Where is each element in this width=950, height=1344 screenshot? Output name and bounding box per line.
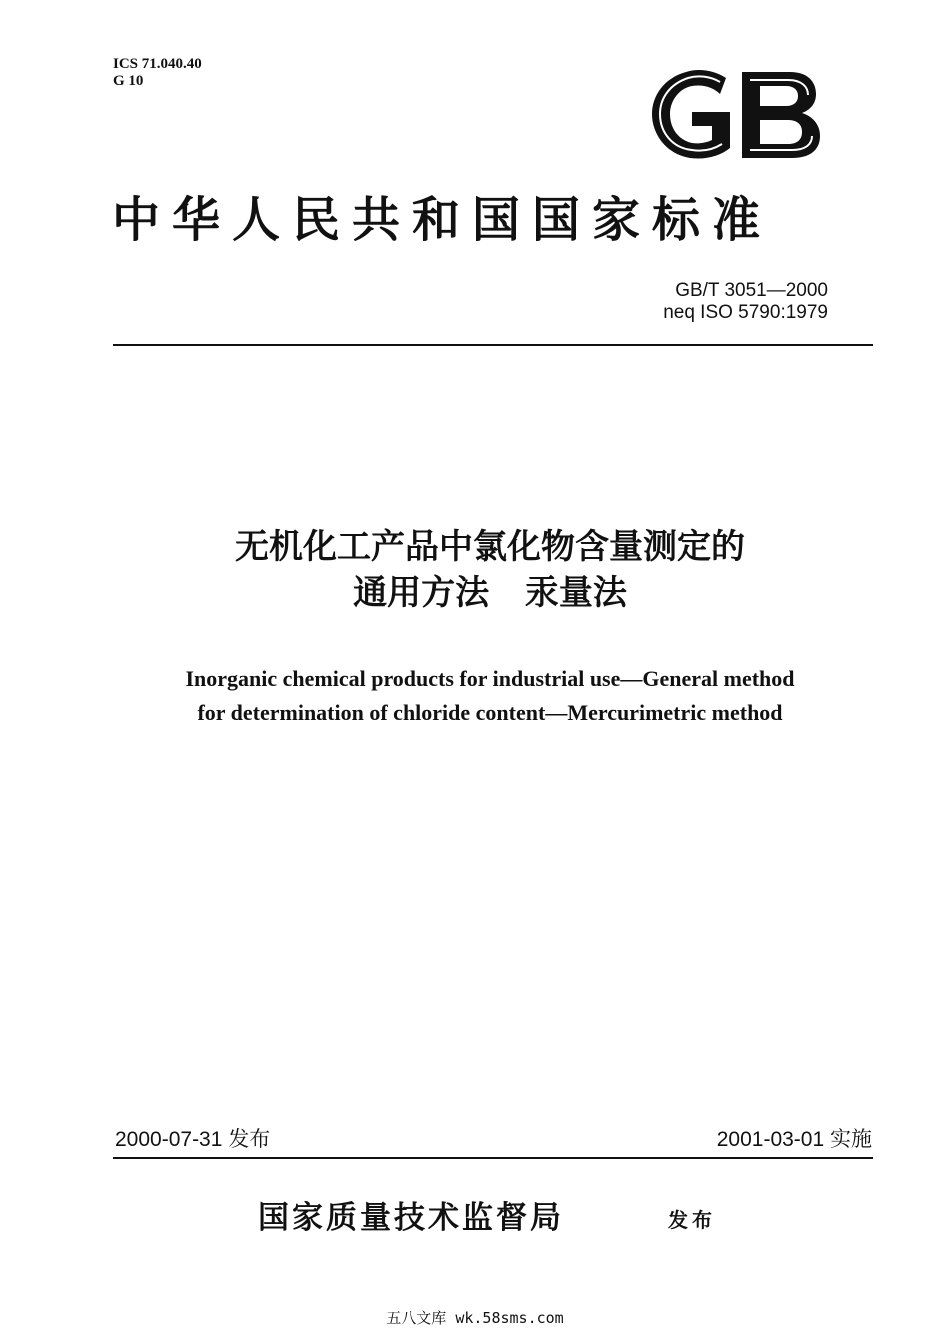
english-title (90, 662, 890, 730)
chinese-title-line1: 无机化工产品中氯化物含量测定的 (235, 527, 745, 567)
ics-block (113, 56, 202, 90)
english-title-line1: Inorganic chemical products for industrial use—General method (185, 666, 795, 691)
issue-date: 2000-07-31 发布 (115, 1128, 271, 1151)
equivalent-standard: neq ISO 5790:1979 (663, 302, 828, 323)
publisher-suffix: 发布 (668, 1208, 716, 1232)
gb-logo (648, 68, 822, 160)
chinese-title (100, 524, 880, 616)
standard-code-block (570, 280, 828, 324)
date-divider (113, 1157, 873, 1159)
effective-date: 2001-03-01 实施 (716, 1128, 872, 1151)
national-standard-title: 中华人民共和国国家标准 (112, 192, 773, 248)
standard-number: GB/T 3051—2000 (675, 280, 828, 301)
ics-code: ICS 71.040.40 (113, 56, 202, 72)
chinese-title-line2: 通用方法 汞量法 (353, 573, 627, 613)
header-divider (113, 344, 873, 346)
publisher-name: 国家质量技术监督局 (258, 1200, 564, 1236)
classification-code: G 10 (113, 73, 144, 89)
english-title-line2: for determination of chloride content—Mercurimetric method (197, 700, 783, 725)
footer-watermark: 五八文库 wk.58sms.com (386, 1309, 564, 1327)
